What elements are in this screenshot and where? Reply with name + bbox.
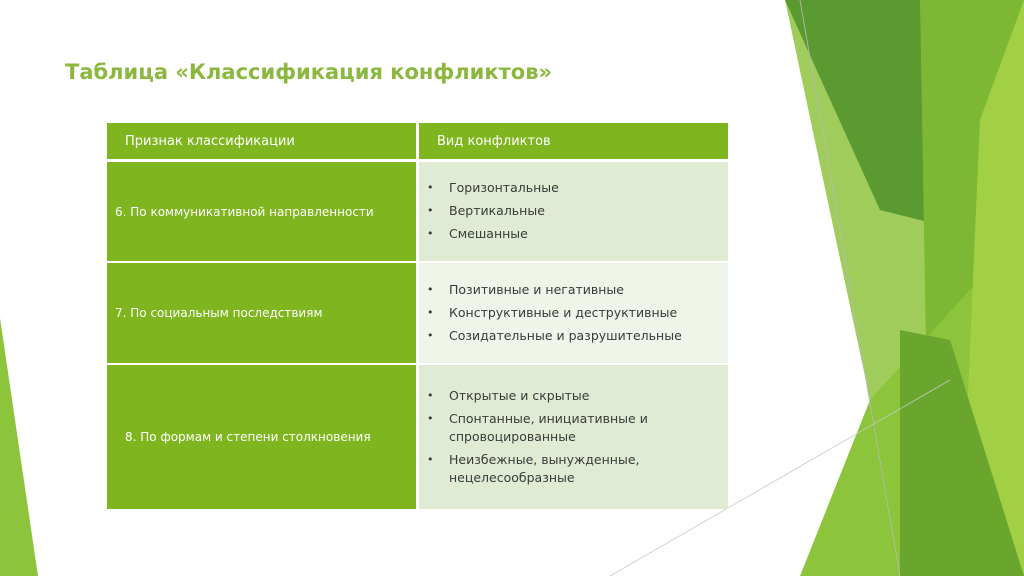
bullet-icon: • [427,388,434,402]
bullet-icon: • [427,204,434,217]
row-types-forms [419,365,728,509]
list-item: • Неизбежные, вынужденные, нецелесообразные [427,451,640,485]
row-types-social [419,263,728,363]
list-item: • Смешанные [427,226,528,241]
types-list [423,277,718,350]
slide-title: Таблица «Классификация конфликтов» [65,60,553,84]
row-criterion-forms: 8. По формам и степени столкновения [107,365,416,509]
header-criterion: Признак классификации [107,123,416,159]
list-item: • Созидательные и разрушительные [427,327,682,343]
list-item: • Спонтанные, инициативные и спровоцированные [427,410,648,444]
list-item: • Горизонтальные [427,180,559,195]
list-item: • Вертикальные [427,203,545,218]
types-list [423,175,718,248]
header-conflict-types: Вид конфликтов [419,123,728,159]
bullet-icon: • [427,282,434,296]
bullet-icon: • [427,181,434,194]
bullet-icon: • [427,227,434,240]
row-criterion-social: 7. По социальным последствиям [107,263,416,363]
types-list [423,383,718,492]
bullet-icon: • [427,305,434,319]
bullet-icon: • [427,452,434,466]
list-item: • Конструктивные и деструктивные [427,304,678,320]
left-green-shape [0,318,38,576]
row-criterion-communicative: 6. По коммуникативной направленности [107,162,416,261]
classification-table [107,123,728,509]
list-item: • Открытые и скрытые [427,387,590,403]
bullet-icon: • [427,411,434,425]
list-item: • Позитивные и негативные [427,281,624,297]
bullet-icon: • [427,328,434,342]
row-types-communicative [419,162,728,261]
